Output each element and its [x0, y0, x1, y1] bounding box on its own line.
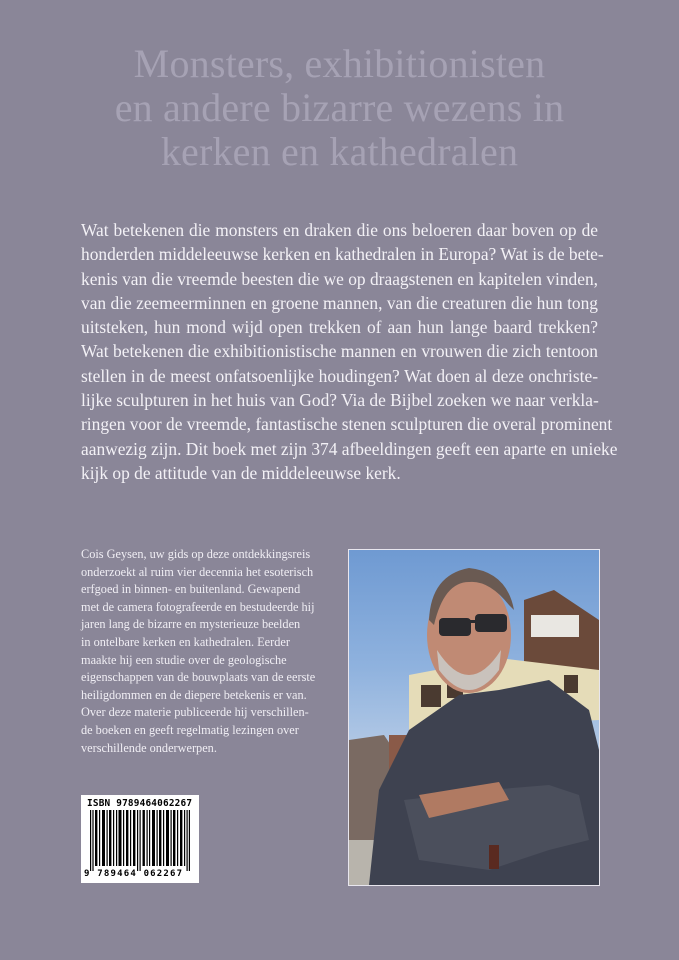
blurb-line: Wat betekenen die monsters en draken die ons beloeren daar boven op de — [81, 220, 598, 240]
blurb-paragraph — [81, 218, 618, 485]
barcode-digits: 9 789464 062267 — [84, 869, 184, 879]
bio-line: erfgoed in binnen- en buitenland. Gewapend — [81, 582, 301, 597]
bio-line: in ontelbare kerken en kathedralen. Eerder — [81, 634, 290, 649]
blurb-line: honderden middeleeuwse kerken en kathedralen in Europa? Wat is de bete- — [81, 244, 604, 265]
bio-line: heiligdommen en de diepere betekenis er van. — [81, 687, 307, 702]
author-portrait-icon — [349, 550, 599, 885]
blurb-line: van die zeemeerminnen en groene mannen, van die creaturen die hun tong — [81, 292, 598, 313]
bio-line: Over deze materie publiceerde hij verschillen- — [81, 705, 309, 720]
bio-line: verschillende onderwerpen. — [81, 740, 217, 755]
bio-line: eigenschappen van de bouwplaats van de eerste — [81, 670, 316, 685]
isbn-barcode — [81, 795, 199, 883]
author-photo — [348, 549, 600, 886]
bio-line: Cois Geysen, uw gids op deze ontdekkingsreis — [81, 547, 311, 561]
bio-line: jaren lang de bizarre en mysterieuze beelden — [81, 617, 301, 632]
barcode-bars-icon — [90, 810, 190, 871]
blurb-line: uitsteken, hun mond wijd open trekken of aan hun lange baard trekken? — [81, 317, 598, 338]
book-title — [60, 42, 619, 174]
blurb-line: ringen voor de vreemde, fantastische stenen sculpturen die overal prominent — [81, 414, 613, 435]
bio-line: de boeken en geeft regelmatig lezingen over — [81, 722, 299, 737]
blurb-line: kijk op de attitude van de middeleeuwse kerk. — [81, 462, 401, 483]
bio-line: onderzoekt al ruim vier decennia het esoterisch — [81, 564, 314, 579]
blurb-line: aanwezig zijn. Dit boek met zijn 374 afbeeldingen geeft een aparte en unieke — [81, 438, 618, 459]
title-line: kerken en kathedralen — [160, 129, 519, 174]
blurb-line: Wat betekenen die exhibitionistische mannen en vrouwen die zich tentoon — [81, 341, 598, 362]
isbn-label: ISBN 9789464062267 — [87, 798, 193, 809]
blurb-line: stellen in de meest onfatsoenlijke houdingen? Wat doen al deze onchriste- — [81, 365, 598, 386]
blurb-line: lijke sculpturen in het huis van God? Via de Bijbel zoeken we naar verkla- — [81, 390, 599, 411]
title-line: en andere bizarre wezens in — [114, 85, 565, 130]
blurb-line: kenis van die vreemde beesten die we op draagstenen en kapitelen vinden, — [81, 268, 598, 289]
author-bio — [81, 546, 331, 757]
bio-line: maakte hij een studie over de geologische — [81, 652, 287, 667]
bio-line: met de camera fotografeerde en bestudeerde hij — [81, 599, 315, 614]
title-line: Monsters, exhibitionisten — [133, 41, 546, 86]
